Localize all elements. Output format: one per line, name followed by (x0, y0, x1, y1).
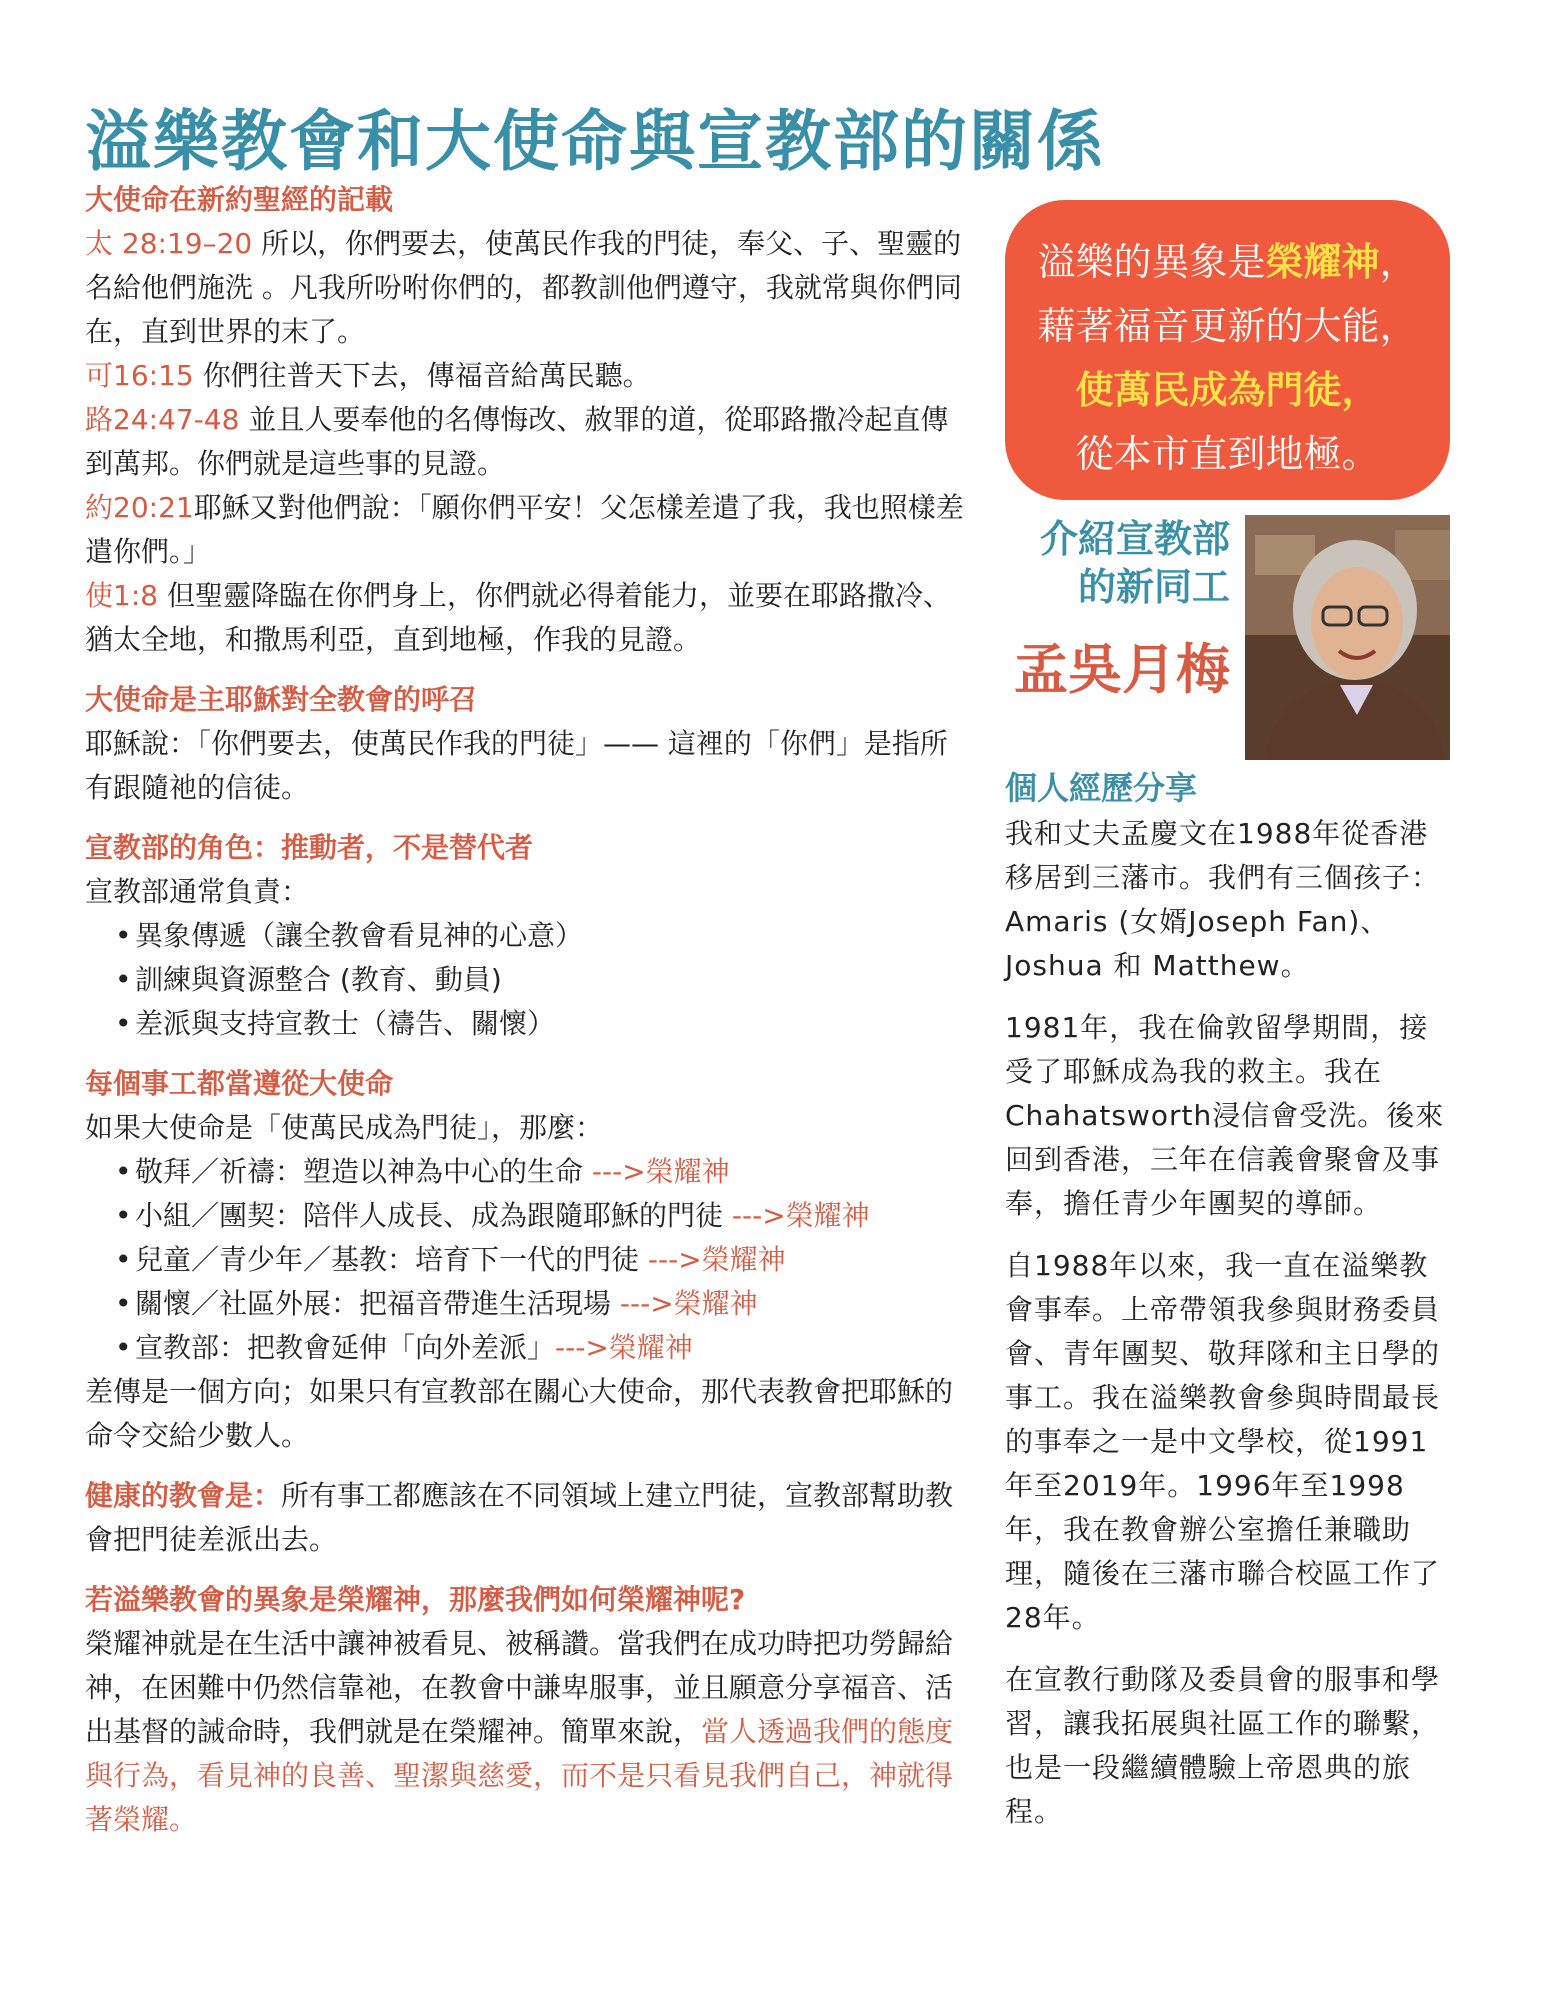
bio-paragraph: 我和丈夫孟慶文在1988年從香港移居到三藩市。我們有三個孩子：Amaris (女婿Joseph Fan)、Joshua 和 Matthew。 (1005, 817, 1441, 982)
verse-text: 但聖靈降臨在你們身上，你們就必得着能力，並要在耶路撒冷、猶太全地，和撒馬利亞，直到地極，作我的見證。 (85, 579, 951, 656)
staff-photo (1245, 515, 1450, 760)
list-item: • 訓練與資源整合 (教育、動員) (115, 958, 965, 1002)
list-item (115, 1238, 965, 1282)
vision-box (1005, 200, 1450, 500)
list-item (115, 1282, 965, 1326)
bio-paragraph: 1981年，我在倫敦留學期間，接受了耶穌成為我的救主。我在Chahatsworth浸信會受洗。後來回到香港，三年在信義會聚會及事奉，擔任青少年團契的導師。 (1005, 1011, 1445, 1220)
paragraph-text: 榮耀神就是在生活中讓神被看見、被稱讚。當我們在成功時把功勞歸給神，在困難中仍然信靠祂，在教會中謙卑服事，並且願意分享福音、活出基督的誡命時，我們就是在榮耀神。簡單來說， (85, 1627, 954, 1748)
arrow-label: --->榮耀神 (647, 1243, 786, 1276)
lead-text: 健康的教會是： (85, 1479, 282, 1512)
verse (85, 222, 965, 354)
vision-highlight: 榮耀神 (1265, 240, 1380, 284)
section-heading: 每個事工都當遵從大使命 (85, 1067, 394, 1100)
arrow-label: --->榮耀神 (731, 1199, 870, 1232)
verse-text: 所以，你們要去，使萬民作我的門徒，奉父、子、聖靈的名給他們施洗 。凡我所吩咐你們的，都教訓他們遵守，我就常與你們同在，直到世界的末了。 (85, 227, 962, 348)
paragraph: 耶穌說：「你們要去，使萬民作我的門徒」—— 這裡的「你們」是指所有跟隨祂的信徒。 (85, 727, 948, 804)
list-item (115, 1194, 965, 1238)
page-title: 溢樂教會和大使命與宣教部的關係 (85, 103, 1105, 180)
role-list (85, 914, 965, 1046)
intro-label (1005, 515, 1230, 611)
intro-label-line: 介紹宣教部 (1039, 517, 1230, 561)
vision-text: 溢樂的異象是 (1037, 240, 1266, 284)
section-heading: 大使命在新約聖經的記載 (85, 183, 394, 216)
list-item: • 差派與支持宣教士（禱告、關懷） (115, 1002, 965, 1046)
ministry-list (85, 1150, 965, 1370)
list-item-text: 敬拜／祈禱：塑造以神為中心的生命 (135, 1155, 592, 1188)
arrow-label: --->榮耀神 (619, 1287, 758, 1320)
verse (85, 486, 965, 574)
paragraph (85, 1622, 965, 1842)
list-item (115, 1326, 965, 1370)
arrow-label: --->榮耀神 (555, 1331, 693, 1364)
verse-ref: 使1:8 (85, 579, 159, 612)
section-heading: 大使命是主耶穌對全教會的呼召 (85, 683, 478, 716)
verse-ref: 可16:15 (85, 359, 194, 392)
verse (85, 354, 965, 398)
vision-text: ， (1379, 240, 1418, 284)
portrait-image (1245, 515, 1450, 760)
verse (85, 398, 965, 486)
bio-paragraph: 在宣教行動隊及委員會的服事和學習，讓我拓展與社區工作的聯繫，也是一段繼續體驗上帝恩典的旅程。 (1005, 1663, 1441, 1828)
verse-ref: 太 28:19–20 (85, 227, 253, 260)
bio-heading: 個人經歷分享 (1005, 769, 1198, 807)
paragraph-text: 所有事工都應該在不同領域上建立門徒，宣教部幫助教會把門徒差派出去。 (85, 1479, 954, 1556)
paragraph: 宣教部通常負責： (85, 875, 310, 908)
list-item: • 異象傳遞（讓全教會看見神的心意） (115, 914, 965, 958)
paragraph: 如果大使命是「使萬民成為門徒」，那麼： (85, 1111, 604, 1144)
intro-label-line: 的新同工 (1077, 565, 1230, 609)
verse-ref: 路24:47-48 (85, 403, 240, 436)
verse-ref: 約20:21 (85, 491, 194, 524)
vision-text: 藉著福音更新的大能， (1037, 304, 1418, 348)
staff-name: 孟吳月梅 (1014, 638, 1230, 701)
bio-paragraph: 自1988年以來，我一直在溢樂教會事奉。上帝帶領我參與財務委員會、青年團契、敬拜隊和主日學的事工。我在溢樂教會參與時間最長的事奉之一是中文學校，從1991年至2019年。1996年至1998年，我在教會辦公室擔任兼職助理，隨後在三藩市聯合校區工作了28年。 (1005, 1249, 1441, 1634)
arrow-label: --->榮耀神 (591, 1155, 730, 1188)
sidebar-column (1005, 200, 1450, 1834)
staff-intro (1005, 515, 1450, 760)
main-column (85, 178, 965, 1842)
verse-text: 你們往普天下去，傳福音給萬民聽。 (193, 359, 651, 392)
verse (85, 574, 965, 662)
vision-highlight: 使萬民成為門徒， (1075, 368, 1380, 412)
list-item-text: 宣教部：把教會延伸「向外差派」 (135, 1331, 556, 1364)
list-item-text: 關懷／社區外展：把福音帶進生活現場 (135, 1287, 620, 1320)
paragraph: 差傳是一個方向；如果只有宣教部在關心大使命，那代表教會把耶穌的命令交給少數人。 (85, 1375, 954, 1452)
list-item-text: 小組／團契：陪伴人成長、成為跟隨耶穌的門徒 (135, 1199, 732, 1232)
list-item-text: 兒童／青少年／基教：培育下一代的門徒 (135, 1243, 648, 1276)
verse-text: 並且人要奉他的名傳悔改、赦罪的道，從耶路撒冷起直傳到萬邦。你們就是這些事的見證。 (85, 403, 949, 480)
verse-text: 耶穌又對他們說：「願你們平安！父怎樣差遣了我，我也照樣差遣你們。」 (85, 491, 964, 568)
list-item (115, 1150, 965, 1194)
paragraph (85, 1474, 965, 1562)
section-heading: 宣教部的角色：推動者，不是替代者 (85, 831, 534, 864)
section-heading: 若溢樂教會的異象是榮耀神，那麼我們如何榮耀神呢? (85, 1583, 746, 1616)
highlight-text: 當人透過我們的態度與行為，看見神的良善、聖潔與慈愛，而不是只看見我們自己，神就得著榮耀。 (85, 1715, 954, 1836)
vision-text: 從本市直到地極。 (1075, 432, 1380, 476)
